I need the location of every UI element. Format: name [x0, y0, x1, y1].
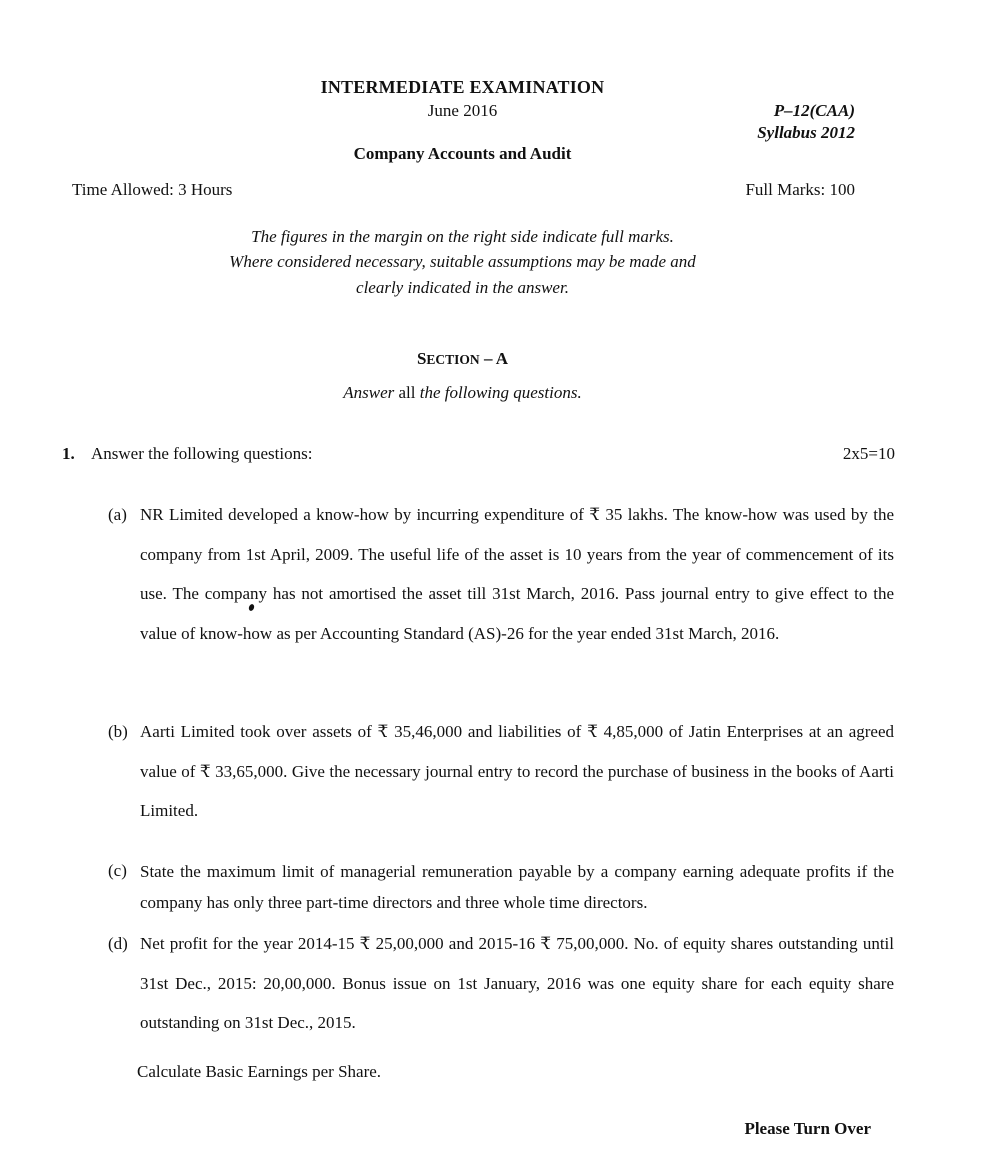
question-marks: 2x5=10 [842, 444, 895, 463]
time-allowed: Time Allowed: 3 Hours [72, 180, 233, 199]
directive-part: Answer [343, 383, 395, 402]
part-label: (a) [108, 505, 127, 524]
full-marks: Full Marks: 100 [745, 180, 855, 199]
part-text: Aarti Limited took over assets of ₹ 35,46,000 and liabilities of ₹ 4,85,000 of Jatin Enterprises at an agreed value of ₹ 33,65,000. Give the necessary journal entry to record the purchase of business in the books of Aarti Limited. [140, 722, 894, 820]
part-label: (d) [108, 934, 128, 953]
section-heading-initial: S [416, 349, 427, 368]
please-turn-over: Please Turn Over [744, 1119, 871, 1138]
section-directive [0, 383, 925, 403]
paper-code: P–12(CAA) [773, 101, 855, 120]
question-text: Answer the following questions: [91, 444, 313, 463]
section-heading [0, 349, 925, 369]
part-text: NR Limited developed a know-how by incurring expenditure of ₹ 35 lakhs. The know-how was used by the company from 1st April, 2009. The useful life of the asset is 10 years from the year of commencement of its use. The company has not amortised the asset till 31st March, 2016. Pass journal entry to give effect to the value of know-how as per Accounting Standard (AS)-26 for the year ended 31st March, 2016. [140, 505, 894, 643]
subject-title: Company Accounts and Audit [353, 144, 572, 163]
exam-title: INTERMEDIATE EXAMINATION [320, 77, 605, 97]
directive-part: the following questions. [419, 383, 582, 402]
instruction-line: Where considered necessary, suitable assumptions may be made and [229, 252, 696, 271]
exam-session: June 2016 [427, 101, 498, 120]
instruction-line: The figures in the margin on the right side indicate full marks. [251, 227, 674, 246]
section-heading-suffix: – A [479, 349, 509, 368]
part-label: (b) [108, 722, 128, 741]
section-heading-rest: ECTION [426, 352, 480, 367]
directive-part: all [394, 383, 420, 402]
question-number: 1. [62, 444, 75, 463]
part-label: (c) [108, 861, 127, 880]
syllabus-label: Syllabus 2012 [757, 123, 855, 142]
part-text: Net profit for the year 2014-15 ₹ 25,00,000 and 2015-16 ₹ 75,00,000. No. of equity shares outstanding until 31st Dec., 2015: 20,00,000. Bonus issue on 1st January, 2016 was one equity share for each equity share outstanding on 31st Dec., 2015. [140, 934, 894, 1032]
part-followup: Calculate Basic Earnings per Share. [137, 1062, 382, 1081]
instruction-line: clearly indicated in the answer. [356, 278, 569, 297]
part-text: State the maximum limit of managerial remuneration payable by a company earning adequate profits if the company has only three part-time directors and three whole time directors. [140, 862, 894, 912]
